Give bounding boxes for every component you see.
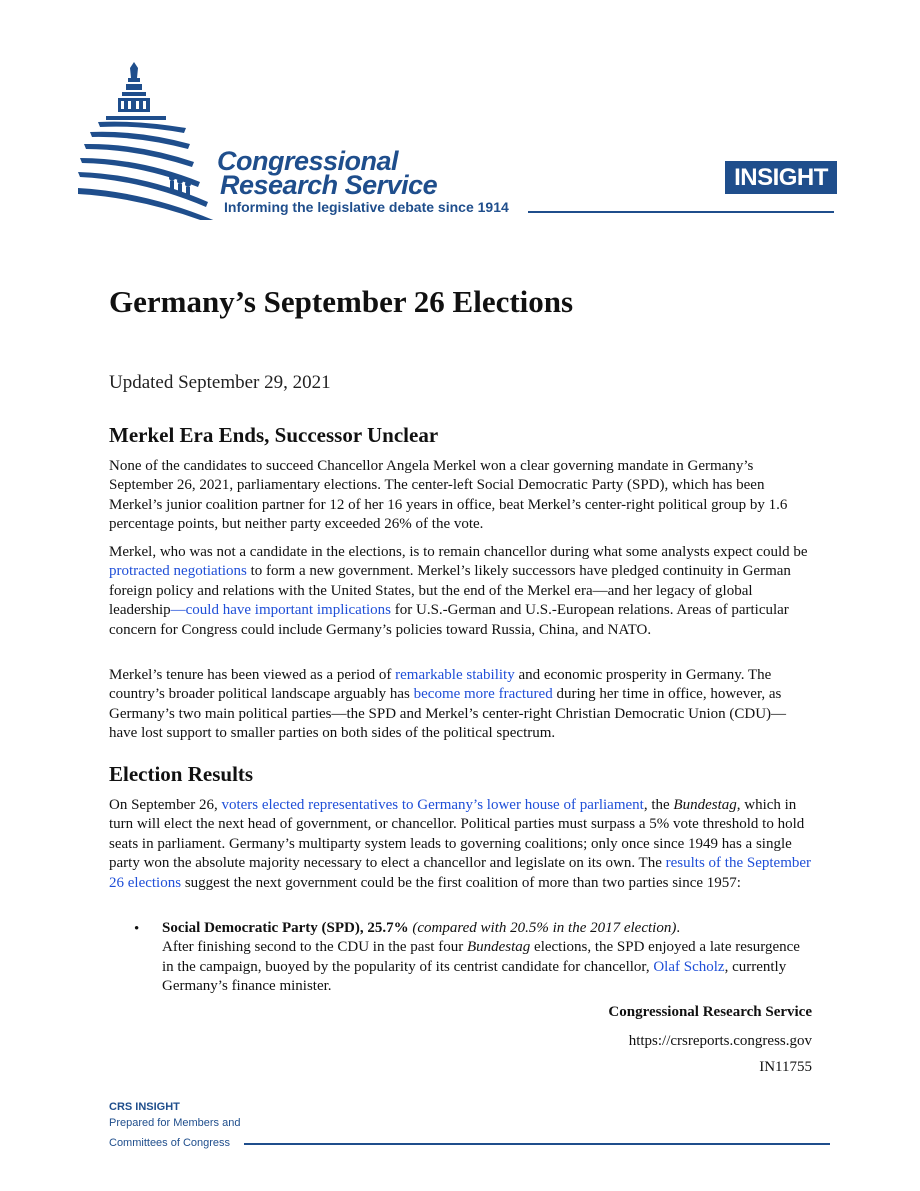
link-voters-elected[interactable]: voters elected representatives to Germany’s lower house of parliament: [221, 797, 644, 813]
text-run: suggest the next government could be the first coalition of more than two parties since 1957:: [181, 874, 741, 891]
bullet-marker: •: [134, 921, 140, 937]
text-run: and economic prosperity in Germany. The country’s broader political landscape arguably has: [109, 667, 772, 703]
text-run: Merkel’s tenure has been viewed as a period of: [109, 667, 396, 683]
link-election-results[interactable]: results of the September 26 elections: [109, 855, 812, 891]
text-run-italic: Bundestag: [673, 797, 737, 813]
bullet-description: [162, 938, 812, 996]
footer-prepared-line-2: Committees of Congress: [109, 1137, 231, 1149]
text-run: After finishing second to the CDU in the past four: [162, 939, 467, 956]
text-run: On September 26,: [109, 797, 222, 813]
link-remarkable-stability[interactable]: remarkable stability: [395, 667, 515, 683]
text-run: , currently Germany’s finance minister.: [162, 958, 787, 995]
text-run: during her time in office, however, as Germany’s two main political parties—the SPD and Merkel’s center-right Christian Democratic Union (CDU)—have lost support to smaller parties on both sides of the political spectrum.: [109, 686, 787, 742]
text-run: , which in turn will elect the next head of government, or chancellor. Political parties must surpass a 5% vote threshold to hold seats in parliament. Germany’s multiparty system leads to governing coalitions; only once since 1949 has a single party won the absolute majority necessary to elect a chancellor and legislate on its own. The: [109, 797, 805, 872]
paragraph-4: [109, 796, 814, 893]
footer-prepared-line-1: Prepared for Members and: [109, 1117, 241, 1129]
text-run: .: [676, 920, 681, 936]
text-run: , the: [643, 797, 674, 813]
brand-tagline: Informing the legislative debate since 1914: [224, 199, 509, 215]
insight-badge: INSIGHT: [725, 161, 837, 194]
link-protracted-negotiations[interactable]: protracted negotiations: [109, 563, 247, 580]
section-heading-merkel-era: Merkel Era Ends, Successor Unclear: [109, 423, 439, 447]
paragraph-2: [109, 543, 814, 640]
updated-date: Updated September 29, 2021: [109, 372, 331, 393]
footer-report-id: IN11755: [759, 1059, 812, 1075]
text-run: to form a new government. Merkel’s likely successors have pledged continuity in German foreign policy and relations with the United States, but the end of the Merkel era—and her legacy of global leadership: [109, 563, 791, 619]
paragraph-3: [109, 666, 814, 744]
text-run: elections, the SPD enjoyed a late resurgence in the campaign, buoyed by the popularity of its centrist candidate for chancellor,: [162, 939, 800, 975]
link-more-fractured[interactable]: become more fractured: [413, 686, 553, 703]
footer-divider: [244, 1143, 830, 1145]
bullet-party-name: Social Democratic Party (SPD), 25.7%: [162, 920, 409, 936]
footer-label: CRS INSIGHT: [109, 1101, 180, 1113]
paragraph-1: None of the candidates to succeed Chancellor Angela Merkel won a clear governing mandate in Germany’s September 26, 2021, parliamentary elections. The center-left Social Democratic Party (SPD), which has been Merkel’s junior coalition partner for 12 of her 16 years in office, beat Merkel’s center-right political group by 1.6 percentage points, but neither party exceeded 26% of the vote.: [109, 458, 788, 533]
bullet-comparison: (compared with 20.5% in the 2017 election): [408, 920, 677, 936]
capitol-dome-icon: [78, 60, 228, 220]
text-run: for U.S.-German and U.S.-European relations. Areas of particular concern for Congress could include Germany’s policies toward Russia, China, and NATO.: [109, 602, 789, 638]
section-heading-election-results: Election Results: [109, 762, 254, 786]
bullet-item-spd: [162, 919, 812, 997]
brand-name-line-1: Congressional: [217, 146, 399, 176]
footer-org-name: Congressional Research Service: [608, 1004, 812, 1020]
link-olaf-scholz[interactable]: Olaf Scholz: [653, 958, 725, 975]
link-important-implications[interactable]: —could have important implications: [170, 602, 392, 619]
text-run-italic: Bundestag: [466, 939, 531, 956]
footer-url: https://crsreports.congress.gov: [628, 1033, 812, 1049]
page-title: Germany’s September 26 Elections: [109, 284, 574, 319]
tagline-divider: [528, 211, 834, 213]
text-run: Merkel, who was not a candidate in the elections, is to remain chancellor during what some analysts expect could be: [109, 544, 808, 560]
brand-name-line-2: Research Service: [220, 170, 438, 200]
